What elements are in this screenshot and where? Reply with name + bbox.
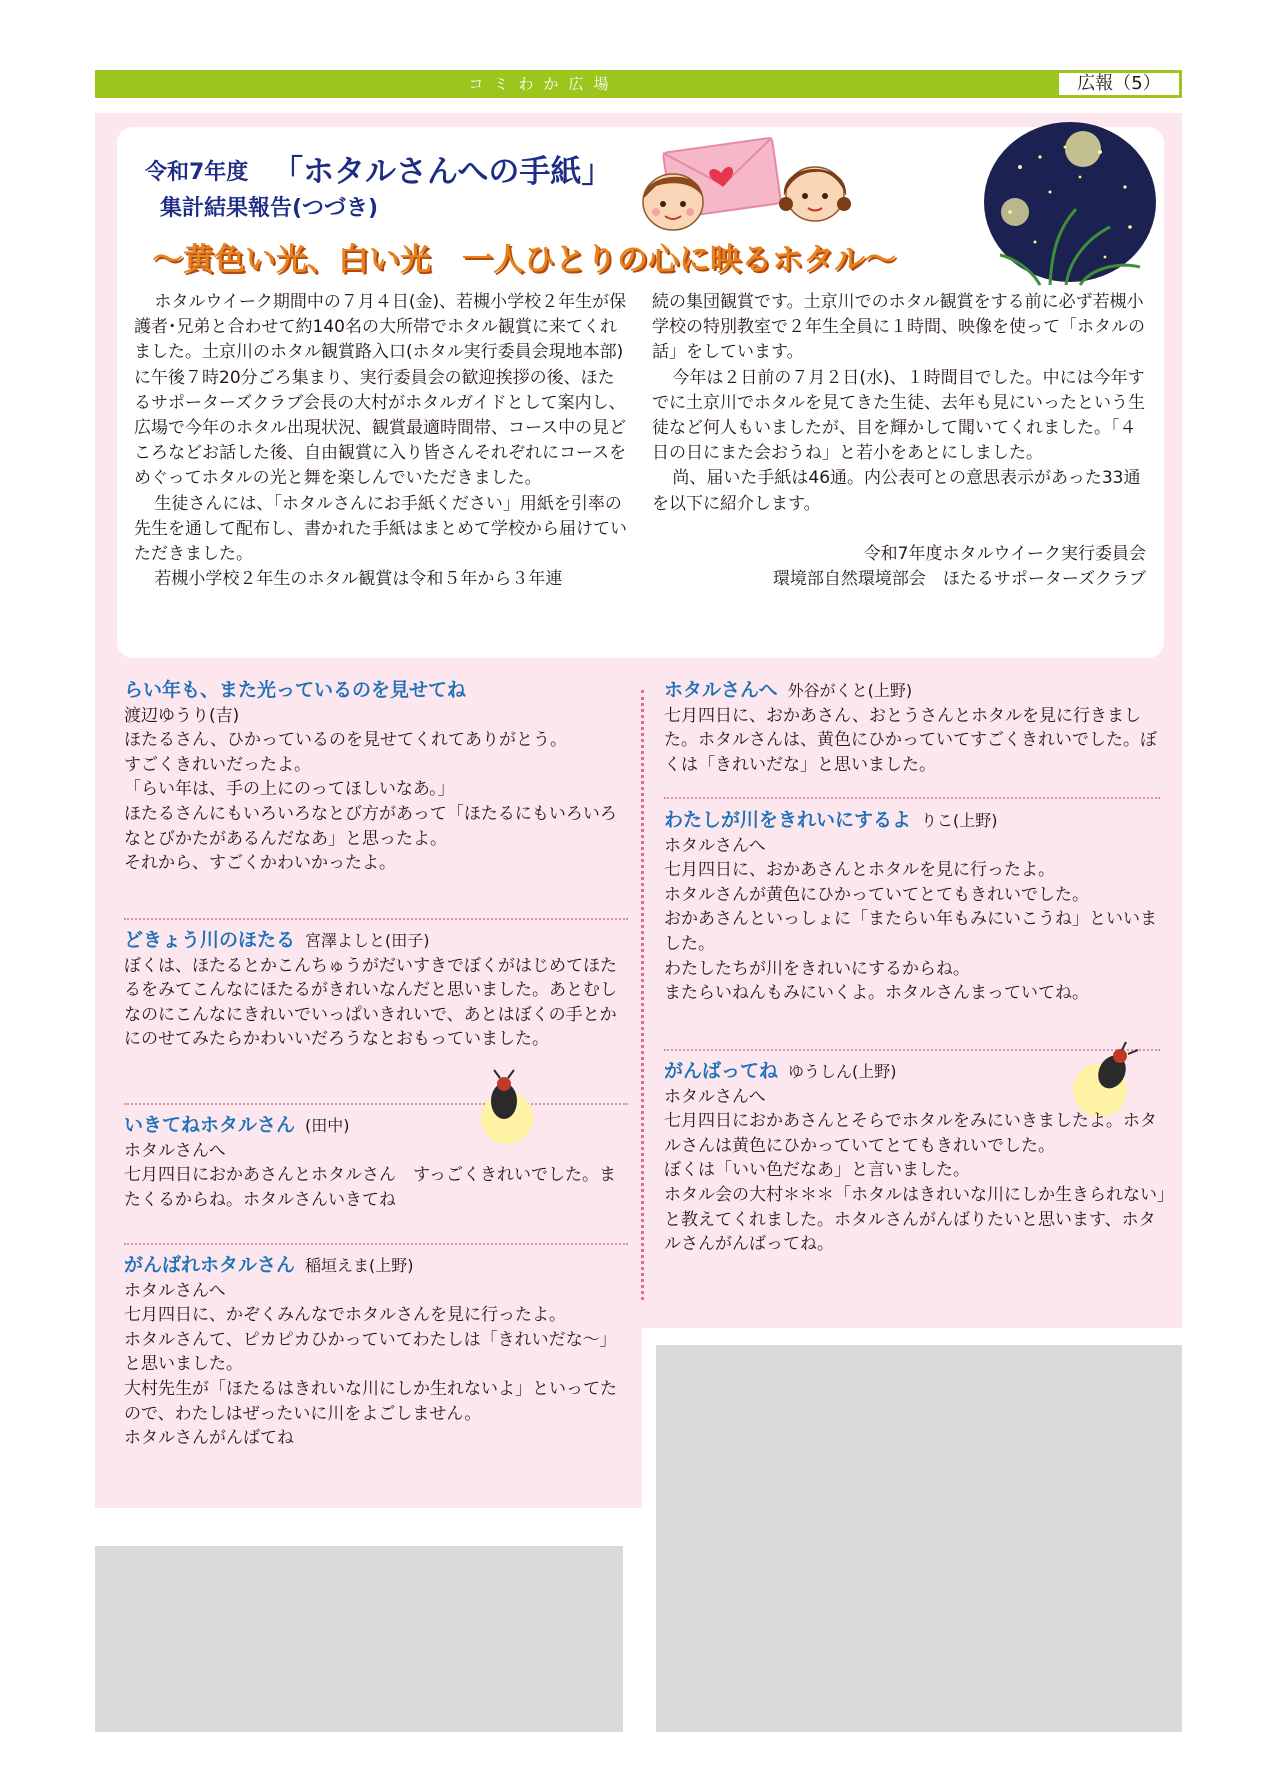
letter-title: いきてねホタルさん [124,1114,296,1136]
letter-line: ぼくは、ほたるとかこんちゅうがだいすきでぼくがはじめてほたるをみてこんなにほたるがきれいなんだと思いました。あとむしなのにこんなにきれいでいっぱいきれいで、あとはぼくの手とかにのせてみたらかわいいだろうなとおもっていました。 [124,955,617,1050]
letter-line: ほたるさん、ひかっているのを見せてくれてありがとう。 [124,730,568,751]
boy-face-illustration [636,162,710,234]
intro-left-column [134,290,628,592]
intro-paragraph: 尚、届いた手紙は46通。内公表可との意思表示があった33通を以下に紹介します。 [652,468,1141,514]
letter [124,1253,630,1451]
letter-line: 大村先生が「ほたるはきれいな川にしか生れないよ」といってたので、わたしはぜったいに川をよごしません。 [124,1378,617,1424]
letter-line: ホタルさんて、ピカピカひかっていてわたしは「きれいだな～」と思いました。 [124,1329,617,1375]
letter-author: 稲垣えま(上野) [305,1256,414,1275]
letter-line: おかあさんといっしょに「またらい年もみにいこうね」といいました。 [664,909,1157,954]
section-title: コミわか広場 [468,75,619,93]
letter-line: 七月四日に、おかあさんとホタルを見に行ったよ。 [664,860,1055,881]
letter-line: 七月四日に、かぞくみんなでホタルさんを見に行ったよ。 [124,1305,566,1326]
letter-title: わたしが川をきれいにするよ [664,809,912,831]
letter-line: ホタル会の大村＊＊＊「ホタルはきれいな川にしか生きられない」と教えてくれました。ホタルさんがんばりたいと思います、ホタルさんがんばってね。 [664,1184,1166,1255]
letter-author: 宮澤よしと(田子) [305,931,430,950]
letter-line: ぼくは「いい色だなあ」と言いました。 [664,1160,970,1181]
intro-paragraph: 生徒さんには、「ホタルさんにお手紙ください」用紙を引率の先生を通して配布し、書かれた手紙はまとめて学校から届けていただきました。 [134,493,627,565]
letter [124,928,630,1052]
gray-placeholder-right [656,1345,1182,1732]
letter-line: 七月四日におかあさんとホタルさん すっごくきれいでした。またくるからね。ホタルさんいきてね [124,1165,616,1210]
letter [124,678,630,876]
letter-divider [124,918,628,920]
title-main: 「ホタルさんへの手紙」 [272,154,613,190]
signature-committee: 令和7年度ホタルウイーク実行委員会 [863,543,1146,564]
letter-line: ホタルさんへ [664,835,766,856]
intro-paragraph: 若槻小学校２年生のホタル観賞は令和５年から３年連 [154,569,563,590]
letter-title: ホタルさんへ [664,679,778,701]
letter [664,678,1170,777]
column-divider [641,690,644,1300]
letter-divider [124,1103,628,1105]
letter-line: わたしたちが川をきれいにするからね。 [664,958,970,979]
letter-divider [664,797,1160,799]
letter-line: ホタルさんが黄色にひかっていてとてもきれいでした。 [664,884,1089,905]
title-year: 令和7年度 [145,160,249,185]
title-line2: 集計結果報告(つづき) [160,196,379,221]
letter-line: すごくきれいだったよ。 [124,754,311,775]
letter-author: (田中) [305,1116,350,1135]
intro-paragraph: ホタルウイーク期間中の７月４日(金)、若槻小学校２年生が保護者･兄弟と合わせて約140名の大所帯でホタル観賞に来てくれました。土京川のホタル観賞路入口(ホタル実行委員会現地本部)に午後７時20分ごろ集まり、実行委員会の歓迎挨拶の後、ほたるサポーターズクラブ会長の大村がホタルガイドとして案内し、広場で今年のホタル出現状況、観賞最適時間帯、コース中の見どころなどお話した後、自由観賞に入り皆さんそれぞれにコースをめぐってホタルの光と舞を楽しんでいただきました。 [134,292,627,489]
letter-line: ホタルさんがんばてね [124,1428,294,1449]
firefly-night-illustration [980,117,1160,287]
page-number-label: 広報（5） [1059,73,1179,95]
intro-right-column [652,290,1146,592]
letter-line: ホタルさんへ [124,1140,226,1161]
letter-line: 「らい年は、手の上にのってほしいなあ。」 [124,779,455,800]
letter-author: りこ(上野) [921,811,998,830]
letter-line: 七月四日に、おかあさん、おとうさんとホタルを見に行きました。ホタルさんは、黄色にひかっていてすごくきれいでした。ぼくは「きれいだな」と思いました。 [664,705,1157,775]
letter-line: またらいねんもみにいくよ。ホタルさんまっていてね。 [664,983,1089,1004]
page-header-band [95,70,1182,98]
letter-line: ほたるさんにもいろいろなとび方があって「ほたるにもいろいろなとびかたがあるんだなあ」と思ったよ。 [124,803,617,849]
gray-placeholder-left [95,1546,623,1732]
letter-author: ゆうしん(上野) [788,1062,897,1081]
girl-face-illustration [778,152,852,228]
letter-title: がんばってね [664,1060,779,1082]
letter-line: ホタルさんへ [664,1086,766,1107]
letter-title: どきょう川のほたる [124,929,296,951]
letter-title: がんばれホタルさん [124,1254,296,1276]
letter [124,1113,630,1212]
letter [664,1059,1170,1257]
letter-line: 渡辺ゆうり(吉) [124,705,240,726]
letter-title: らい年も、また光っているのを見せてね [124,679,467,701]
intro-paragraph: 今年は２日前の７月２日(水)、１時間目でした。中には今年すでに土京川でホタルを見てきた生徒、去年も見にいったという生徒など何人もいましたが、目を輝かして聞いてくれました。「４日の日にまた会おうね」と若小をあとにしました。 [652,367,1145,464]
intro-paragraph: 続の集団観賞です。土京川でのホタル観賞をする前に必ず若槻小学校の特別教室で２年生全員に１時間、映像を使って「ホタルの話」をしています。 [652,292,1145,363]
subtitle: ～黄色い光、白い光 一人ひとりの心に映るホタル～ [152,242,896,278]
letter-line: 七月四日におかあさんとそらでホタルをみにいきましたよ。ホタルさんは黄色にひかっていてとてもきれいでした。 [664,1111,1157,1156]
signature-club: 環境部自然環境部会 ほたるサポーターズクラブ [772,569,1146,590]
letter-line: それから、すごくかわいかったよ。 [124,853,396,874]
letter-divider [124,1243,628,1245]
letter-line: ホタルさんへ [124,1280,226,1301]
letter-author: 外谷がくと(上野) [787,681,913,700]
letter [664,808,1170,1006]
